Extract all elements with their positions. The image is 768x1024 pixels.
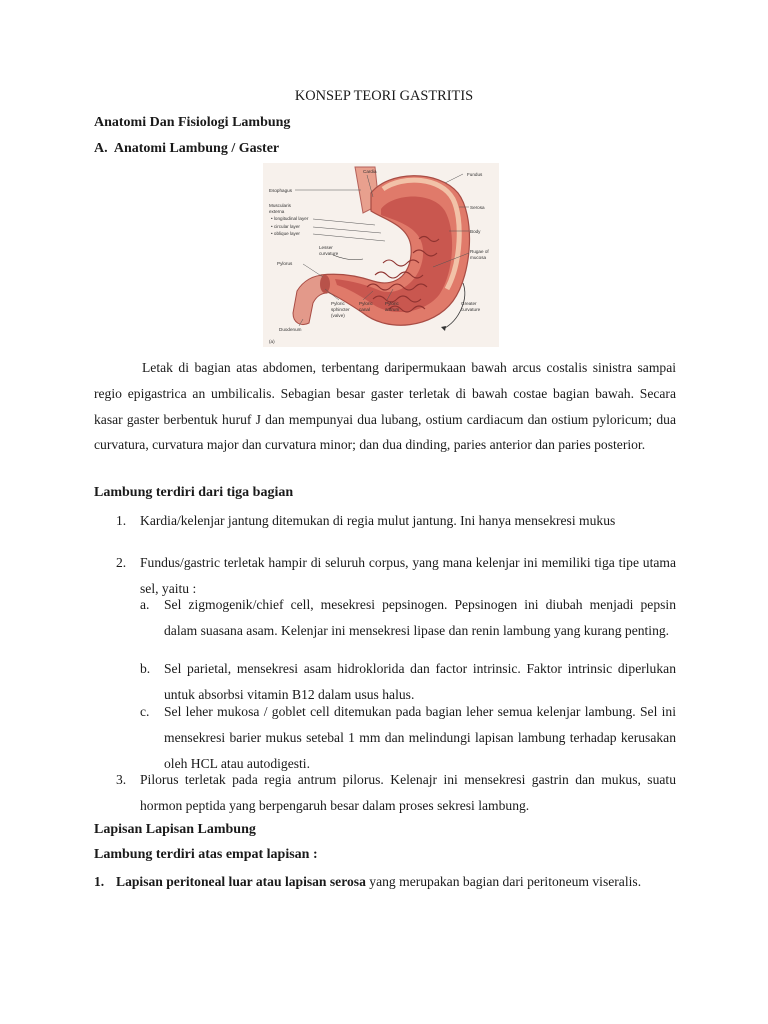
svg-text:Fundus: Fundus (467, 172, 483, 177)
svg-text:Pylorus: Pylorus (277, 261, 293, 266)
svg-text:(a): (a) (269, 339, 275, 344)
svg-text:canal: canal (359, 307, 370, 312)
svg-text:Greater: Greater (461, 301, 477, 306)
svg-text:Pyloric: Pyloric (359, 301, 373, 306)
svg-text:• circular layer: • circular layer (271, 224, 300, 229)
layer-description: yang merupakan bagian dari peritoneum viseralis. (365, 874, 642, 889)
svg-text:curvature: curvature (461, 307, 481, 312)
heading-anatomi-fisiologi: Anatomi Dan Fisiologi Lambung (94, 115, 291, 130)
stomach-illustration (263, 163, 499, 347)
svg-text:Pyloric: Pyloric (385, 301, 399, 306)
stomach-anatomy-figure (263, 163, 499, 347)
layer-list-item: 1. Lapisan peritoneal luar atau lapisan serosa yang merupakan bagian dari peritoneum viseralis. (94, 874, 642, 889)
heading-text: Anatomi Lambung / Gaster (113, 141, 280, 156)
heading-number: A. (94, 141, 108, 156)
sub-list-item: a. Sel zigmogenik/chief cell, mesekresi pepsinogen. Pepsinogen ini diubah menjadi pepsin dalam suasana asam. Kelenjar ini mensekresi lipase dan renin lambung yang kurang penting. (140, 597, 676, 638)
location-paragraph (94, 355, 676, 458)
heading-tiga-bagian: Lambung terdiri dari tiga bagian (94, 485, 294, 500)
heading-anatomi-lambung (94, 139, 279, 159)
svg-text:sphincter: sphincter (331, 307, 350, 312)
svg-text:Duodenum: Duodenum (279, 327, 302, 332)
svg-text:Serosa: Serosa (470, 205, 485, 210)
svg-text:curvature: curvature (319, 251, 339, 256)
list-item: 1. Kardia/kelenjar jantung ditemukan di regia mulut jantung. Ini hanya mensekresi mukus (116, 513, 616, 528)
sub-list-item: c. Sel leher mukosa / goblet cell ditemukan pada bagian leher semua kelenjar lambung. Sel ini mensekresi barier mukus setebal 1 mm dan melindungi lapisan lambung terhadap kerusakan oleh HCL atau autodigesti. (140, 704, 676, 771)
svg-text:(valve): (valve) (331, 313, 345, 318)
svg-text:antrum: antrum (385, 307, 400, 312)
sub-list-item: b. Sel parietal, mensekresi asam hidroklorida dan factor intrinsic. Faktor intrinsic diperlukan untuk absorbsi vitamin B12 dalam usus halus. (140, 661, 676, 702)
svg-text:mucosa: mucosa (470, 255, 487, 260)
layer-name: Lapisan peritoneal luar atau lapisan serosa (116, 874, 366, 889)
svg-text:Body: Body (470, 229, 481, 234)
svg-text:Rugae of: Rugae of (470, 249, 489, 254)
list-item: 2. Fundus/gastric terletak hampir di seluruh corpus, yang mana kelenjar ini memiliki tiga tipe utama sel, yaitu : (116, 555, 676, 596)
svg-text:externa: externa (269, 209, 285, 214)
document-title: KONSEP TEORI GASTRITIS (294, 88, 474, 104)
list-item: 3. Pilorus terletak pada regia antrum pilorus. Kelenajr ini mensekresi gastrin dan mukus, suatu hormon peptida yang berpengaruh besar dalam proses sekresi lambung. (116, 772, 676, 813)
svg-text:Lesser: Lesser (319, 245, 333, 250)
svg-text:Cardia: Cardia (363, 169, 377, 174)
svg-text:• longitudinal layer: • longitudinal layer (271, 216, 309, 221)
svg-text:Muscularis: Muscularis (269, 203, 291, 208)
heading-empat-lapisan: Lambung terdiri atas empat lapisan : (94, 847, 318, 862)
svg-text:• oblique layer: • oblique layer (271, 231, 300, 236)
paragraph-text: Letak di bagian atas abdomen, terbentang daripermukaan bawah arcus costalis sinistra sampai regio epigastrica an umbilicalis. Sebagian besar gaster terletak di bawah costae bagian bawah. Secara kasar gaster berbentuk huruf J dan mempunyai dua lubang, ostium cardiacum dan ostium pyloricum; dua curvatura, curvatura major dan curvatura minor; dan dua dinding, paries anterior dan paries posterior. (94, 360, 676, 453)
svg-text:Esophagus: Esophagus (269, 188, 292, 193)
heading-lapisan: Lapisan Lapisan Lambung (94, 822, 256, 837)
svg-text:Pyloric: Pyloric (331, 301, 345, 306)
